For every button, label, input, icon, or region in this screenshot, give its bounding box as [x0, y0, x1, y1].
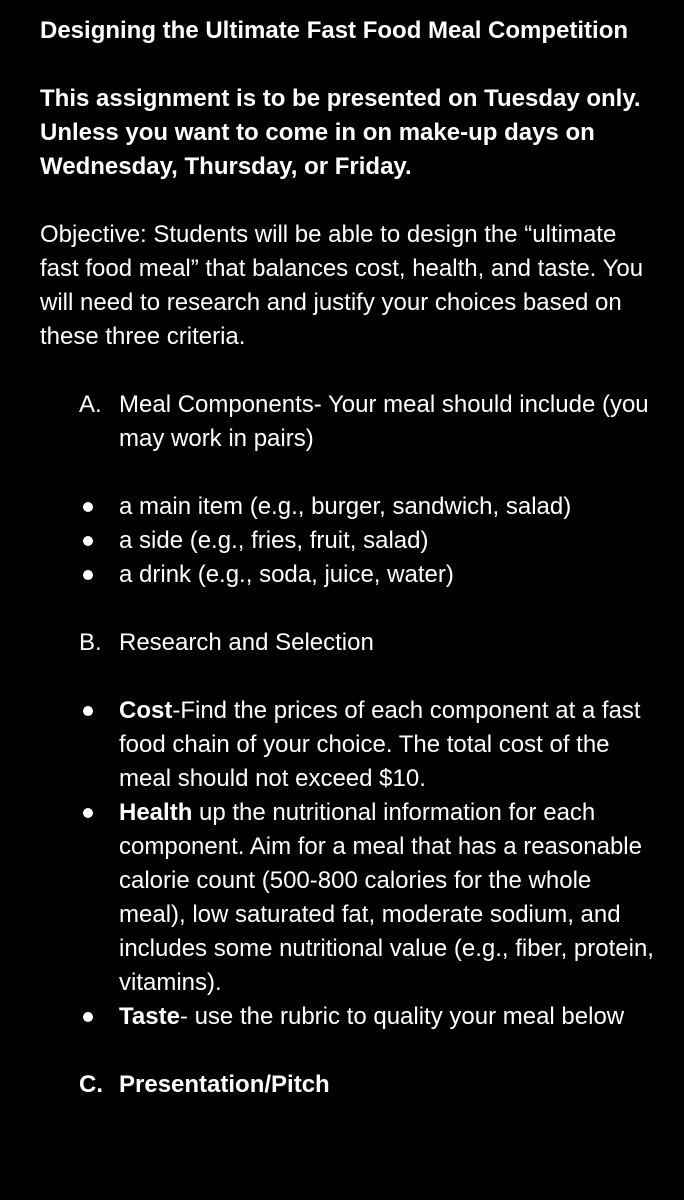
list-item-text: a side (e.g., fries, fruit, salad) [119, 527, 429, 554]
document-title: Designing the Ultimate Fast Food Meal Competition [40, 17, 629, 44]
research-criteria-list [40, 694, 654, 1034]
presentation-notice: This assignment is to be presented on Tuesday only. Unless you want to come in on make-up days on Wednesday, Thursday, or Friday. [40, 85, 641, 180]
list-item [40, 558, 654, 592]
list-item [40, 1000, 654, 1034]
section-b-text: Research and Selection [119, 629, 374, 656]
bullet-icon [83, 570, 93, 580]
criterion-text-taste: - use the rubric to quality your meal below [179, 1003, 625, 1030]
section-c-letter: C. [79, 1071, 103, 1098]
criterion-label-taste: Taste [119, 1003, 180, 1030]
section-a-text: Meal Components- Your meal should include (you may work in pairs) [119, 391, 649, 452]
criterion-label-cost: Cost [119, 697, 173, 724]
list-item-text: a main item (e.g., burger, sandwich, salad) [119, 493, 572, 520]
bullet-icon [83, 808, 93, 818]
criterion-text-health: up the nutritional information for each component. Aim for a meal that has a reasonable calorie count (500-800 calories for the whole meal), low saturated fat, moderate sodium, and includes some nutritional value (e.g., fiber, protein, vitamins). [119, 799, 654, 996]
criterion-text-cost: -Find the prices of each component at a fast food chain of your choice. The total cost of the meal should not exceed $10. [119, 697, 641, 792]
objective-paragraph: Objective: Students will be able to design the “ultimate fast food meal” that balances cost, health, and taste. You will need to research and justify your choices based on these three criteria. [40, 221, 644, 350]
bullet-icon [83, 502, 93, 512]
list-item [40, 796, 654, 1000]
list-item [40, 524, 654, 558]
section-b-heading [40, 626, 654, 660]
section-c-heading [40, 1068, 654, 1102]
section-a-heading [40, 388, 654, 456]
list-item [40, 694, 654, 796]
list-item [40, 490, 654, 524]
criterion-label-health: Health [119, 799, 193, 826]
bullet-icon [83, 706, 93, 716]
meal-components-list [40, 490, 654, 592]
section-a-letter: A. [79, 391, 102, 418]
bullet-icon [83, 1012, 93, 1022]
section-c-text: Presentation/Pitch [119, 1071, 330, 1098]
section-b-letter: B. [79, 629, 102, 656]
bullet-icon [83, 536, 93, 546]
list-item-text: a drink (e.g., soda, juice, water) [119, 561, 454, 588]
